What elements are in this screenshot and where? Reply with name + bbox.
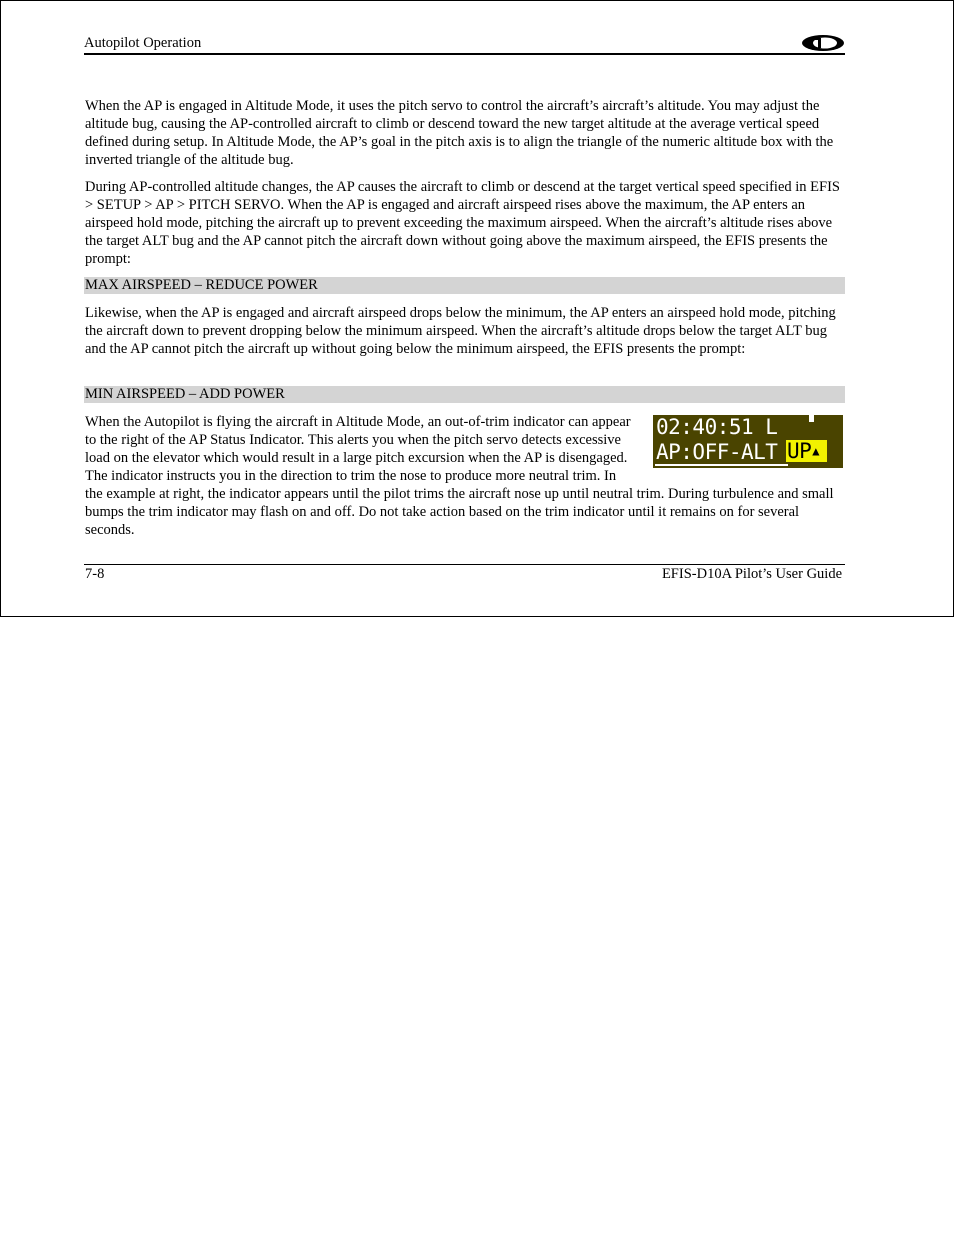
ap-status-indicator: AP:OFF-ALT — [656, 440, 778, 464]
efis-timer-readout: 02:40:51 L — [656, 415, 778, 439]
efis-tick-mark — [809, 415, 814, 422]
header-title: Autopilot Operation — [84, 35, 202, 51]
paragraph-text: When the Autopilot is flying the aircraft in Altitude Mode, an out-of-trim indicator can appear to the right of the AP Status Indicator. This alerts you when the pitch servo detects excessive load on the elevator which would result in a large pitch excursion when the AP is disengaged. The indicator instructs you in the direction to trim the nose to produce more neutral trim. In the example at right, the indicator appears until the pilot trims the aircraft nose up until neutral trim. During turbulence and small bumps the trim indicator may flash on and off. Do not take action based on the trim indicator until it remains on for several seconds. — [85, 414, 834, 538]
efis-status-display — [653, 415, 843, 468]
ap-status-underline — [655, 464, 788, 466]
dynon-logo-icon — [801, 34, 845, 52]
paragraph-altitude-mode — [85, 97, 843, 169]
footer-rule — [84, 564, 845, 565]
guide-title: EFIS-D10A Pilot’s User Guide — [661, 566, 842, 582]
document-page — [0, 0, 954, 617]
paragraph-altitude-changes — [85, 178, 843, 268]
page-number: 7-8 — [85, 566, 105, 582]
paragraph-min-airspeed — [85, 304, 843, 358]
header-rule — [84, 53, 845, 55]
paragraph-text: Likewise, when the AP is engaged and aircraft airspeed drops below the minimum, the AP enters an airspeed hold mode, pitching the aircraft down to prevent dropping below the minimum airspeed. When the aircraft’s altitude drops below the target ALT bug and the AP cannot pitch the aircraft up without going below the minimum airspeed, the EFIS presents the prompt: — [85, 305, 836, 357]
prompt-min-airspeed: MIN AIRSPEED – ADD POWER — [84, 386, 845, 403]
out-of-trim-indicator — [786, 440, 827, 462]
trim-direction-label: UP — [787, 439, 812, 463]
paragraph-out-of-trim — [85, 413, 843, 539]
prompt-max-airspeed: MAX AIRSPEED – REDUCE POWER — [84, 277, 845, 294]
trim-up-arrow-icon: ▲ — [812, 444, 820, 458]
paragraph-text: During AP-controlled altitude changes, the AP causes the aircraft to climb or descend at the target vertical speed specified in EFIS > SETUP > AP > PITCH SERVO. When the AP is engaged and aircraft airspeed rises above the maximum, the AP enters an airspeed hold mode, pitching the aircraft up to prevent exceeding the maximum airspeed. When the aircraft’s altitude rises above the target ALT bug and the AP cannot pitch the aircraft down without going above the maximum airspeed, the EFIS presents the prompt: — [85, 179, 840, 267]
paragraph-text: When the AP is engaged in Altitude Mode, it uses the pitch servo to control the aircraft’s aircraft’s altitude. You may adjust the altitude bug, causing the AP-controlled aircraft to climb or descend toward the new target altitude at the average vertical speed defined during setup. In Altitude Mode, the AP’s goal in the pitch axis is to align the triangle of the numeric altitude box with the inverted triangle of the altitude bug. — [85, 98, 834, 168]
